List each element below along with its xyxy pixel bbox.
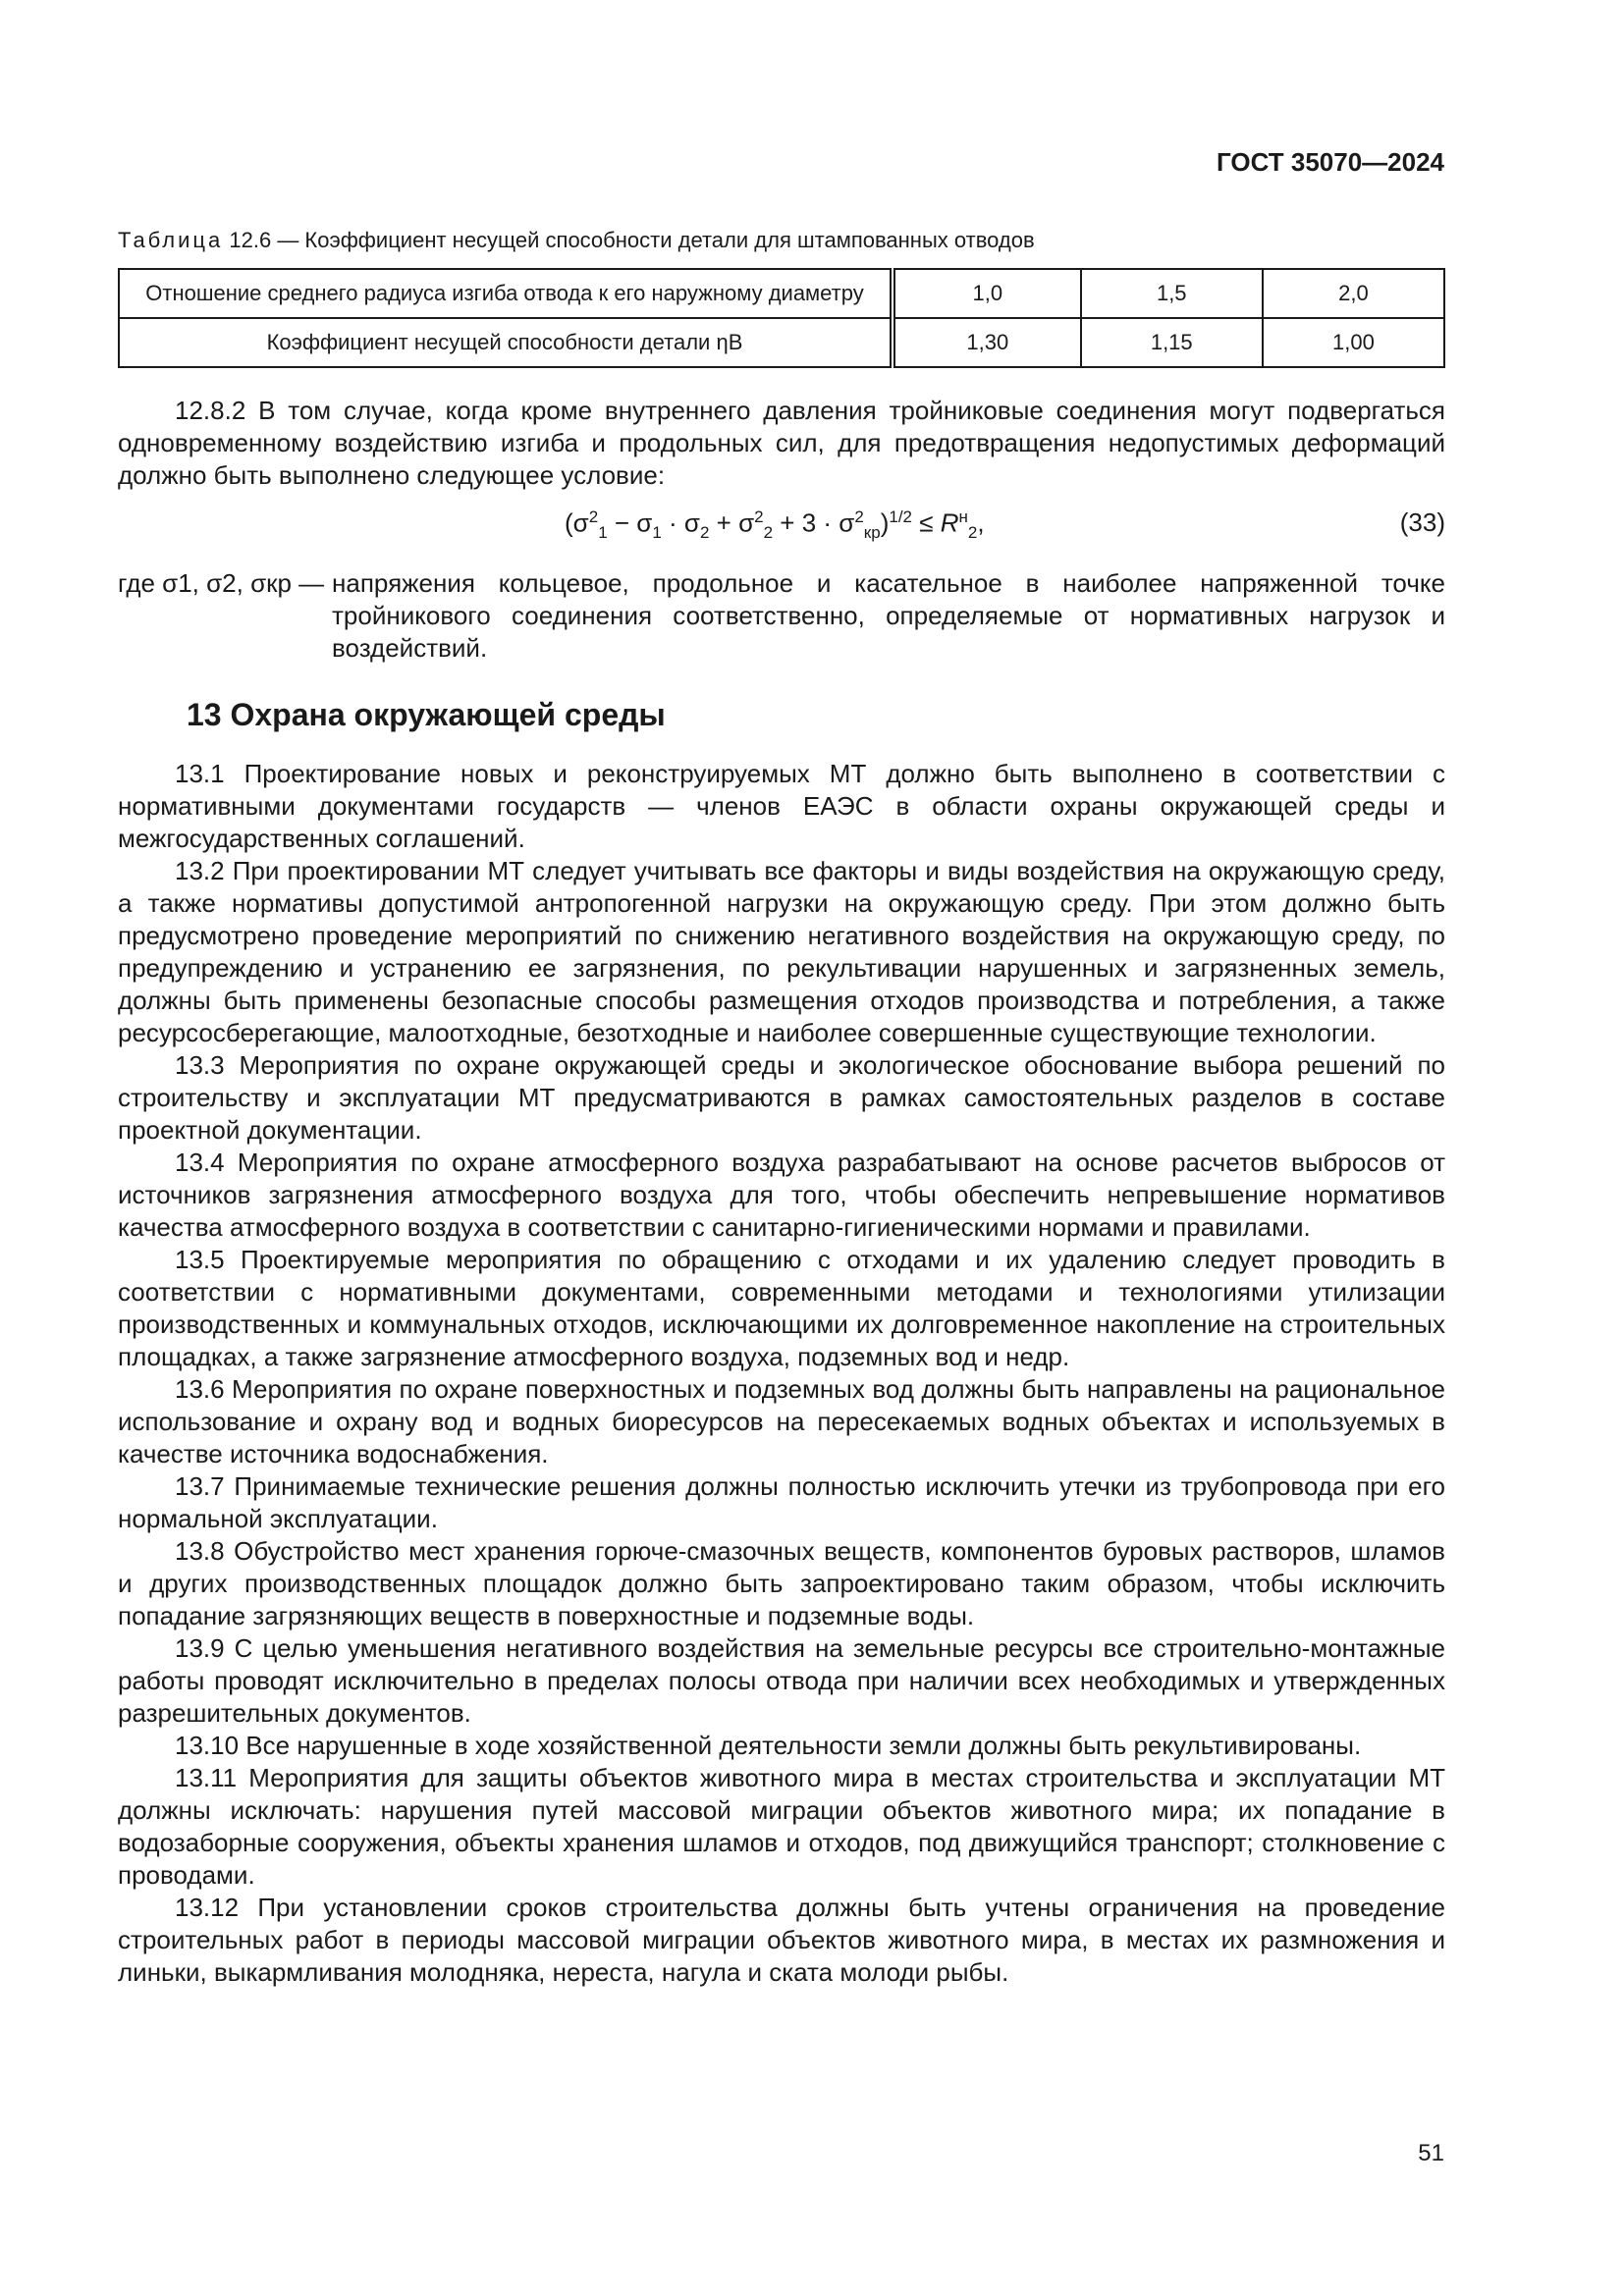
table-row <box>119 269 1444 318</box>
paragraph: 13.9 С целью уменьшения негативного воздействия на земельные ресурсы все строительно-монтажные работы проводят исключительно в пределах полосы отвода при наличии всех необходимых и утвержденных разрешительных документов. <box>118 1633 1445 1728</box>
table-cell: 1,00 <box>1263 318 1444 367</box>
paragraph: 13.7 Принимаемые технические решения должны полностью исключить утечки из трубопровода при его нормальной эксплуатации. <box>118 1471 1445 1533</box>
table-cell: 1,5 <box>1081 269 1263 318</box>
where-label: где σ1, σ2, σкр — <box>118 568 325 598</box>
table-caption <box>118 228 1035 253</box>
section-13-body <box>118 758 1445 1989</box>
paragraph: 13.8 Обустройство мест хранения горюче-смазочных веществ, компонентов буровых растворов, шламов и других производственных площадок должно быть запроектировано таким образом, чтобы исключить попадание загрязняющих веществ в поверхностные и подземные воды. <box>118 1536 1445 1630</box>
table-cell: Коэффициент несущей способности детали ηB <box>119 318 893 367</box>
table-cell: 1,0 <box>893 269 1081 318</box>
paragraph: 13.1 Проектирование новых и реконструируемых МТ должно быть выполнено в соответствии с нормативными документами государств — членов ЕАЭС в области охраны окружающей среды и межгосударственных соглашений. <box>118 759 1445 853</box>
where-text: напряжения кольцевое, продольное и касательное в наиболее напряженной точке тройникового соединения соответственно, определяемые от нормативных нагрузок и воздействий. <box>332 568 1445 663</box>
paragraph: 13.12 При установлении сроков строительства должны быть учтены ограничения на проведение строительных работ в периоды массовой миграции объектов животного мира, в местах их размножения и линьки, выкармливания молодняка, нереста, нагула и ската молоди рыбы. <box>118 1893 1445 1987</box>
formula-number: (33) <box>1399 507 1445 537</box>
paragraph: 13.2 При проектировании МТ следует учитывать все факторы и виды воздействия на окружающую среду, а также нормативы допустимой антропогенной нагрузки на окружающую среду. При этом должно быть предусмотрено проведение мероприятий по снижению негативного воздействия на окружающую среду, по предупреждению и устранению ее загрязнения, по рекультивации нарушенных и загрязненных земель, должны быть применены безопасные способы размещения отходов производства и потребления, а также ресурсосберегающие, малоотходные, безотходные и наиболее совершенные существующие технологии. <box>118 856 1445 1047</box>
table-cell: 1,30 <box>893 318 1081 367</box>
table-caption-prefix: Таблица <box>118 228 224 252</box>
paragraph: 12.8.2 В том случае, когда кроме внутреннего давления тройниковые соединения могут подвергаться одновременному воздействию изгиба и продольных сил, для предотвращения недопустимых деформаций должно быть выполнено следующее условие: <box>118 396 1445 490</box>
document-id: ГОСТ 35070—2024 <box>1217 147 1444 177</box>
paragraph: 13.3 Мероприятия по охране окружающей среды и экологическое обоснование выбора решений по строительству и эксплуатации МТ предусматриваются в рамках самостоятельных разделов в составе проектной документации. <box>118 1050 1445 1145</box>
paragraph: 13.5 Проектируемые мероприятия по обращению с отходами и их удалению следует проводить в соответствии с нормативными документами, современными методами и технологиями утилизации производственных и коммунальных отходов, исключающими их долговременное накопление на строительных площадках, а также загрязнение атмосферного воздуха, подземных вод и недр. <box>118 1245 1445 1371</box>
paragraph: 13.10 Все нарушенные в ходе хозяйственной деятельности земли должны быть рекультивированы. <box>175 1731 1362 1760</box>
paragraph: 13.6 Мероприятия по охране поверхностных и подземных вод должны быть направлены на рациональное использование и охрану вод и водных биоресурсов на пересекаемых водных объектах и используемых в качестве источника водоснабжения. <box>118 1374 1445 1468</box>
table-cell: 1,15 <box>1081 318 1263 367</box>
table-cell: 2,0 <box>1263 269 1444 318</box>
table-cell: Отношение среднего радиуса изгиба отвода к его наружному диаметру <box>119 269 893 318</box>
paragraph: 13.11 Мероприятия для защиты объектов животного мира в местах строительства и эксплуатации МТ должны исключать: нарушения путей массовой миграции объектов животного мира; их попадание в водозаборные сооружения, объекты хранения шламов и отходов, под движущийся транспорт; столкновение с проводами. <box>118 1763 1445 1890</box>
where-clause <box>118 567 1445 665</box>
coefficient-table <box>118 268 1445 368</box>
paragraph-12-8-2-block <box>118 395 1445 492</box>
table-row <box>119 318 1444 367</box>
table-caption-text: 12.6 — Коэффициент несущей способности детали для штампованных отводов <box>229 228 1035 252</box>
formula-expression: $(\sigma^2_1 - \sigma_1 \cdot \sigma_2 + \sigma^2_2 + 3 \cdot \sigma^2_{кр})^{1/2} \le R^н_2$, <box>565 507 985 542</box>
paragraph: 13.4 Мероприятия по охране атмосферного воздуха разрабатывают на основе расчетов выбросов от источников загрязнения атмосферного воздуха для того, чтобы обеспечить непревышение нормативов качества атмосферного воздуха в соответствии с санитарно-гигиеническими нормами и правилами. <box>118 1148 1445 1242</box>
section-title: 13 Охрана окружающей среды <box>187 697 666 732</box>
page-number: 51 <box>1418 2140 1444 2166</box>
